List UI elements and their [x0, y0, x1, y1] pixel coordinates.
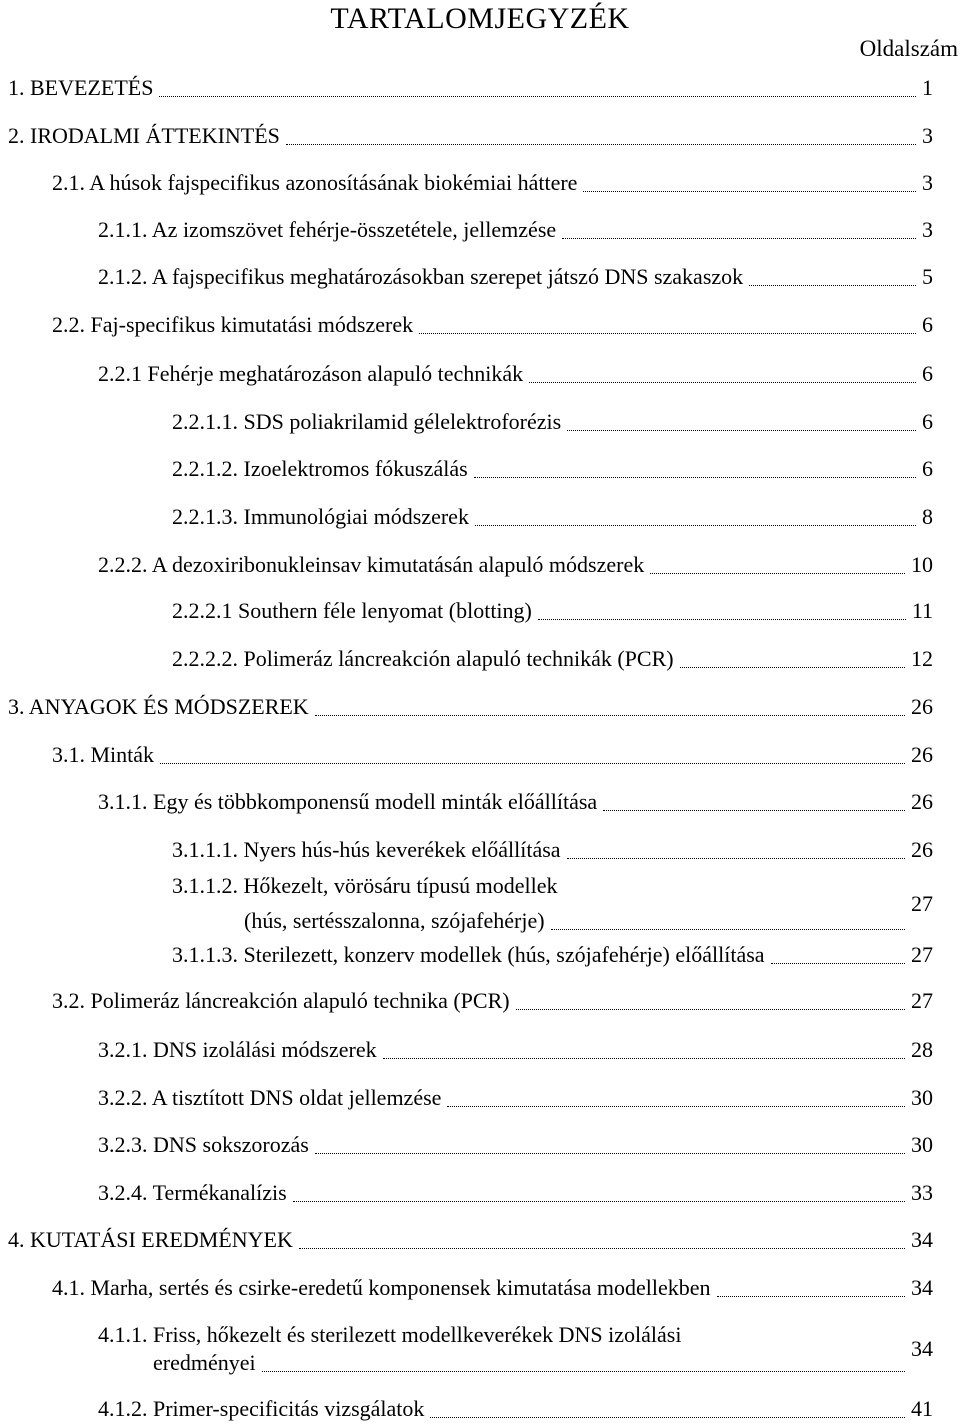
toc-entry-text: BEVEZETÉS — [30, 75, 154, 100]
toc-leader-dots — [749, 285, 916, 286]
toc-leader-dots — [529, 382, 916, 383]
toc-page-number: 34 — [911, 1275, 933, 1300]
toc-entry-text-continued: (hús, sertésszalonna, szójafehérje) — [244, 908, 545, 933]
toc-entry-title — [8, 75, 153, 101]
toc-entry-number: 2.2.2.1 — [172, 598, 233, 623]
toc-entry-text: DNS izolálási módszerek — [153, 1037, 377, 1062]
toc-entry-number: 3.2. — [52, 988, 85, 1013]
toc-entry-title — [52, 1275, 711, 1301]
toc-page-number: 27 — [911, 891, 933, 916]
toc-page-number: 28 — [911, 1037, 933, 1062]
toc-entry-title — [98, 217, 556, 243]
toc-page-number: 27 — [911, 942, 933, 967]
toc-entry-number: 1. — [8, 75, 25, 100]
toc-entry-number: 2.1.1. — [98, 217, 148, 242]
toc-entry-number: 2. — [8, 123, 25, 148]
toc-page-number: 26 — [911, 837, 933, 862]
toc-leader-dots — [551, 929, 905, 930]
toc-entry-title — [172, 837, 561, 863]
toc-entry-title — [172, 598, 532, 624]
toc-entry-text: Izoelektromos fókuszálás — [243, 456, 468, 481]
toc-entry-title — [98, 1396, 424, 1422]
toc-page-number: 26 — [911, 742, 933, 767]
toc-entry-text: Termékanalízis — [152, 1180, 287, 1205]
toc-leader-dots — [567, 858, 905, 859]
toc-entry-title — [98, 1037, 377, 1063]
toc-page-number: 30 — [911, 1132, 933, 1157]
toc-leader-dots — [583, 191, 916, 192]
toc-entry-title — [98, 1180, 287, 1206]
page-title: TARTALOMJEGYZÉK — [330, 2, 630, 35]
toc-page-number: 34 — [911, 1227, 933, 1252]
toc-entry-text: Primer-specificitás vizsgálatok — [153, 1396, 425, 1421]
toc-leader-dots — [650, 573, 905, 574]
toc-page-number: 30 — [911, 1085, 933, 1110]
toc-entry-number: 2.2.1 — [98, 361, 142, 386]
toc-leader-dots — [516, 1009, 905, 1010]
toc-page-number: 26 — [911, 694, 933, 719]
toc-entry-number: 2.1.2. — [98, 264, 148, 289]
toc-entry-text: A húsok fajspecifikus azonosításának biokémiai háttere — [89, 170, 578, 195]
toc-entry-number: 3.1.1.1. — [172, 837, 238, 862]
toc-entry-text-continued: eredményei — [153, 1350, 256, 1375]
toc-entry-title — [98, 1322, 681, 1348]
toc-entry-text: Sterilezett, konzerv modellek (hús, szójafehérje) előállítása — [243, 942, 765, 967]
toc-entry-title — [8, 123, 280, 149]
toc-entry-number: 3.1.1.3. — [172, 942, 238, 967]
toc-entry-title — [98, 1085, 441, 1111]
toc-entry-title — [172, 942, 765, 968]
toc-leader-dots — [383, 1058, 905, 1059]
toc-entry-text: Az izomszövet fehérje-összetétele, jellemzése — [151, 217, 557, 242]
toc-entry-title — [98, 361, 523, 387]
toc-leader-dots — [160, 763, 905, 764]
toc-entry-text: ANYAGOK ÉS MÓDSZEREK — [28, 694, 309, 719]
toc-entry-text: Immunológiai módszerek — [243, 504, 469, 529]
toc-entry-title — [98, 1132, 309, 1158]
toc-page-number: 26 — [911, 789, 933, 814]
toc-leader-dots — [315, 1153, 905, 1154]
toc-entry-text: A tisztított DNS oldat jellemzése — [151, 1085, 442, 1110]
toc-leader-dots — [299, 1248, 905, 1249]
toc-page-number: 34 — [911, 1336, 933, 1361]
toc-entry-title — [172, 646, 674, 672]
toc-entry-number: 2.2. — [52, 312, 85, 337]
toc-entry-title — [172, 504, 469, 530]
toc-leader-dots — [315, 715, 905, 716]
toc-page-number: 6 — [922, 361, 933, 386]
toc-entry-text: Polimeráz láncreakción alapuló technikák (PCR) — [243, 646, 674, 671]
toc-entry-title — [98, 789, 597, 815]
toc-entry-number: 3.1.1.2. — [172, 873, 238, 898]
toc-leader-dots — [447, 1106, 905, 1107]
toc-entry-text: Minták — [90, 742, 155, 767]
toc-entry-title — [172, 456, 468, 482]
toc-entry-number: 2.2.2.2. — [172, 646, 238, 671]
toc-entry-text: Faj-specifikus kimutatási módszerek — [90, 312, 414, 337]
toc-page-number: 3 — [922, 123, 933, 148]
toc-entry-text: Hőkezelt, vörösáru típusú modellek — [243, 873, 558, 898]
toc-page-number: 41 — [911, 1396, 933, 1421]
toc-entry-number: 3.2.4. — [98, 1180, 148, 1205]
toc-leader-dots — [603, 810, 905, 811]
toc-page-number: 3 — [922, 217, 933, 242]
toc-entry-number: 3.1.1. — [98, 789, 148, 814]
toc-leader-dots — [293, 1201, 905, 1202]
toc-entry-title — [172, 873, 558, 899]
toc-entry-text: IRODALMI ÁTTEKINTÉS — [30, 123, 280, 148]
toc-entry-title — [172, 409, 561, 435]
toc-entry-number: 3.2.2. — [98, 1085, 148, 1110]
toc-entry-text: KUTATÁSI EREDMÉNYEK — [30, 1227, 293, 1252]
toc-entry-number: 2.2.2. — [98, 552, 148, 577]
toc-entry-title — [52, 742, 154, 768]
toc-leader-dots — [562, 238, 916, 239]
toc-leader-dots — [567, 430, 916, 431]
toc-entry-title — [8, 694, 309, 720]
toc-entry-text: Nyers hús-hús keverékek előállítása — [243, 837, 561, 862]
toc-page-number: 8 — [922, 504, 933, 529]
toc-entry-number: 4.1.1. — [98, 1322, 148, 1347]
toc-entry-text: Egy és többkomponensű modell minták előállítása — [153, 789, 598, 814]
toc-leader-dots — [538, 619, 906, 620]
toc-page-number: 3 — [922, 170, 933, 195]
toc-leader-dots — [159, 96, 916, 97]
toc-entry-title — [98, 264, 743, 290]
toc-entry-text: Polimeráz láncreakción alapuló technika (PCR) — [90, 988, 510, 1013]
toc-leader-dots — [717, 1296, 905, 1297]
toc-leader-dots — [771, 963, 905, 964]
toc-entry-number: 4.1. — [52, 1275, 85, 1300]
toc-leader-dots — [286, 144, 916, 145]
toc-entry-title — [52, 170, 577, 196]
toc-page-number: 6 — [922, 456, 933, 481]
toc-entry-number: 2.2.1.3. — [172, 504, 238, 529]
toc-entry-number: 4. — [8, 1227, 25, 1252]
page-number-header: Oldalszám — [859, 36, 958, 61]
toc-entry-number: 3. — [8, 694, 25, 719]
toc-leader-dots — [419, 333, 916, 334]
toc-entry-title — [52, 312, 413, 338]
toc-entry-title — [8, 1227, 293, 1253]
toc-entry-text: SDS poliakrilamid gélelektroforézis — [243, 409, 562, 434]
toc-page-number: 10 — [911, 552, 933, 577]
toc-entry-number: 3.2.1. — [98, 1037, 148, 1062]
toc-page-number: 6 — [922, 409, 933, 434]
toc-page-number: 5 — [922, 264, 933, 289]
toc-leader-dots — [680, 667, 905, 668]
toc-page-number: 1 — [922, 75, 933, 100]
toc-leader-dots — [474, 477, 916, 478]
toc-leader-dots — [262, 1371, 905, 1372]
toc-entry-number: 3.1. — [52, 742, 85, 767]
toc-entry-text: Friss, hőkezelt és sterilezett modellkeverékek DNS izolálási — [153, 1322, 682, 1347]
toc-entry-text: Fehérje meghatározáson alapuló technikák — [147, 361, 524, 386]
toc-page-number: 6 — [922, 312, 933, 337]
toc-entry-number: 3.2.3. — [98, 1132, 148, 1157]
toc-page-number: 33 — [911, 1180, 933, 1205]
toc-page-number: 12 — [911, 646, 933, 671]
toc-leader-dots — [430, 1417, 905, 1418]
toc-leader-dots — [475, 525, 916, 526]
toc-entry-number: 2.2.1.1. — [172, 409, 238, 434]
toc-entry-text: DNS sokszorozás — [153, 1132, 309, 1157]
toc-entry-text: A dezoxiribonukleinsav kimutatásán alapuló módszerek — [151, 552, 645, 577]
toc-entry-number: 4.1.2. — [98, 1396, 148, 1421]
toc-entry-text: Southern féle lenyomat (blotting) — [238, 598, 532, 623]
toc-entry-text: A fajspecifikus meghatározásokban szerepet játszó DNS szakaszok — [151, 264, 744, 289]
toc-page-number: 27 — [911, 988, 933, 1013]
toc-entry-number: 2.2.1.2. — [172, 456, 238, 481]
toc-entry-title — [52, 988, 510, 1014]
toc-page-number: 11 — [911, 598, 933, 623]
toc-entry-text: Marha, sertés és csirke-eredetű komponensek kimutatása modellekben — [90, 1275, 711, 1300]
toc-entry-number: 2.1. — [52, 170, 85, 195]
toc-entry-title — [98, 552, 644, 578]
